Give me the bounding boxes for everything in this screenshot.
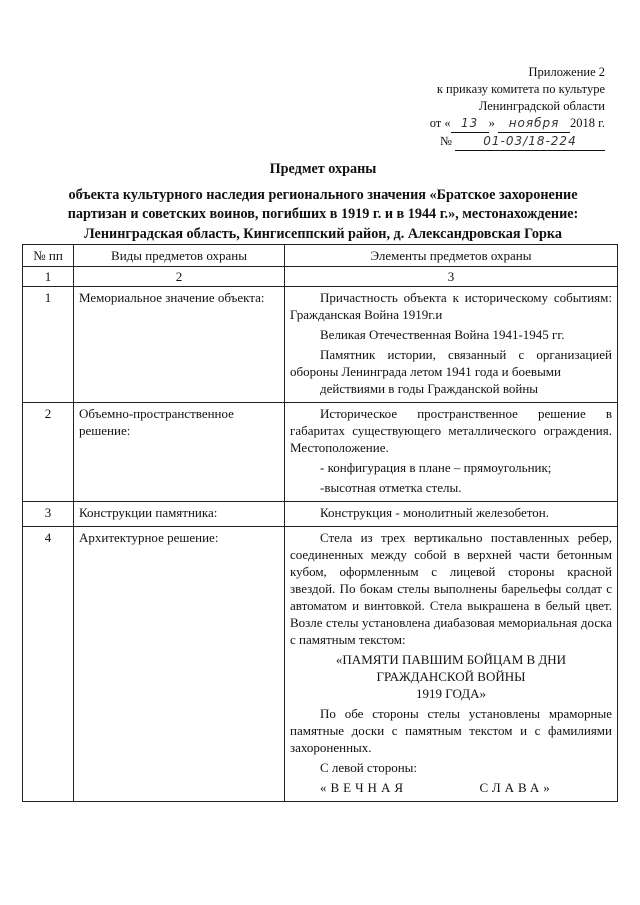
number-handwritten: 01-03/18-224 bbox=[455, 133, 605, 151]
heading-subtitle: объекта культурного наследия регионального значения «Братское захоронение партизан и советских воинов, погибших в 1919 г. и в 1944 г.», местонахождение: Ленинградская область, Кингисеппский район, д. Александровская Горка bbox=[67, 186, 579, 242]
plaque-text-line2: 1919 ГОДА» bbox=[416, 686, 486, 701]
table-row: 1 Мемориальное значение объекта: Причастность объекта к историческому событиям: Гражданская Война 1919г.и Великая Отечественная Война 1941-1945 гг. Памятник истории, связанный с организацией обороны Ленинграда летом 1941 года и боевыми действиями в годы Гражданской войны bbox=[23, 287, 618, 403]
table-number-row: 1 2 3 bbox=[23, 267, 618, 287]
date-month-handwritten: ноября bbox=[498, 115, 570, 133]
document-heading bbox=[38, 160, 608, 244]
protection-table bbox=[22, 244, 618, 802]
plaque-text-line1: «ПАМЯТИ ПАВШИМ БОЙЦАМ В ДНИ ГРАЖДАНСКОЙ ВОЙНЫ bbox=[335, 652, 567, 684]
appendix-block bbox=[430, 64, 605, 151]
appendix-title: Приложение 2 bbox=[528, 65, 605, 79]
appendix-date: от « 13 » ноября 2018 г. bbox=[430, 115, 605, 133]
table-row: 3 Конструкции памятника: Конструкция - монолитный железобетон. bbox=[23, 502, 618, 527]
header-num: № пп bbox=[23, 245, 74, 267]
table-row: 2 Объемно-пространственное решение: Историческое пространственное решение в габаритах существующего металлического ограждения. Местоположение. - конфигурация в плане – прямоугольник; -высотная отметка стелы. bbox=[23, 403, 618, 502]
date-day-handwritten: 13 bbox=[451, 115, 489, 133]
appendix-order: к приказу комитета по культуре bbox=[436, 82, 605, 96]
table-row: 4 Архитектурное решение: Стела из трех вертикально поставленных ребер, соединенных между собой в верхней части бетонным кубом, оформленным с лицевой стороны красной звездой. По бокам стелы выполнены барельефы солдат с автоматом и винтовкой. Стела выкрашена в белый цвет. Возле стелы установлена диабазовая мемориальная доска с памятным текстом: «ПАМЯТИ ПАВШИМ БОЙЦАМ В ДНИ ГРАЖДАНСКОЙ ВОЙНЫ 1919 ГОДА» По обе стороны стелы установлены мраморные памятные доски с памятным текстом и с фамилиями захороненных. С левой стороны: «ВЕЧНАЯ СЛАВА» bbox=[23, 527, 618, 802]
appendix-region: Ленинградской области bbox=[478, 99, 605, 113]
header-elements: Элементы предметов охраны bbox=[285, 245, 618, 267]
header-type: Виды предметов охраны bbox=[74, 245, 285, 267]
plaque-left-text: «ВЕЧНАЯ СЛАВА» bbox=[320, 780, 554, 795]
table-header-row bbox=[23, 245, 618, 267]
heading-title: Предмет охраны bbox=[269, 161, 377, 177]
appendix-number: № 01-03/18-224 bbox=[430, 133, 605, 151]
